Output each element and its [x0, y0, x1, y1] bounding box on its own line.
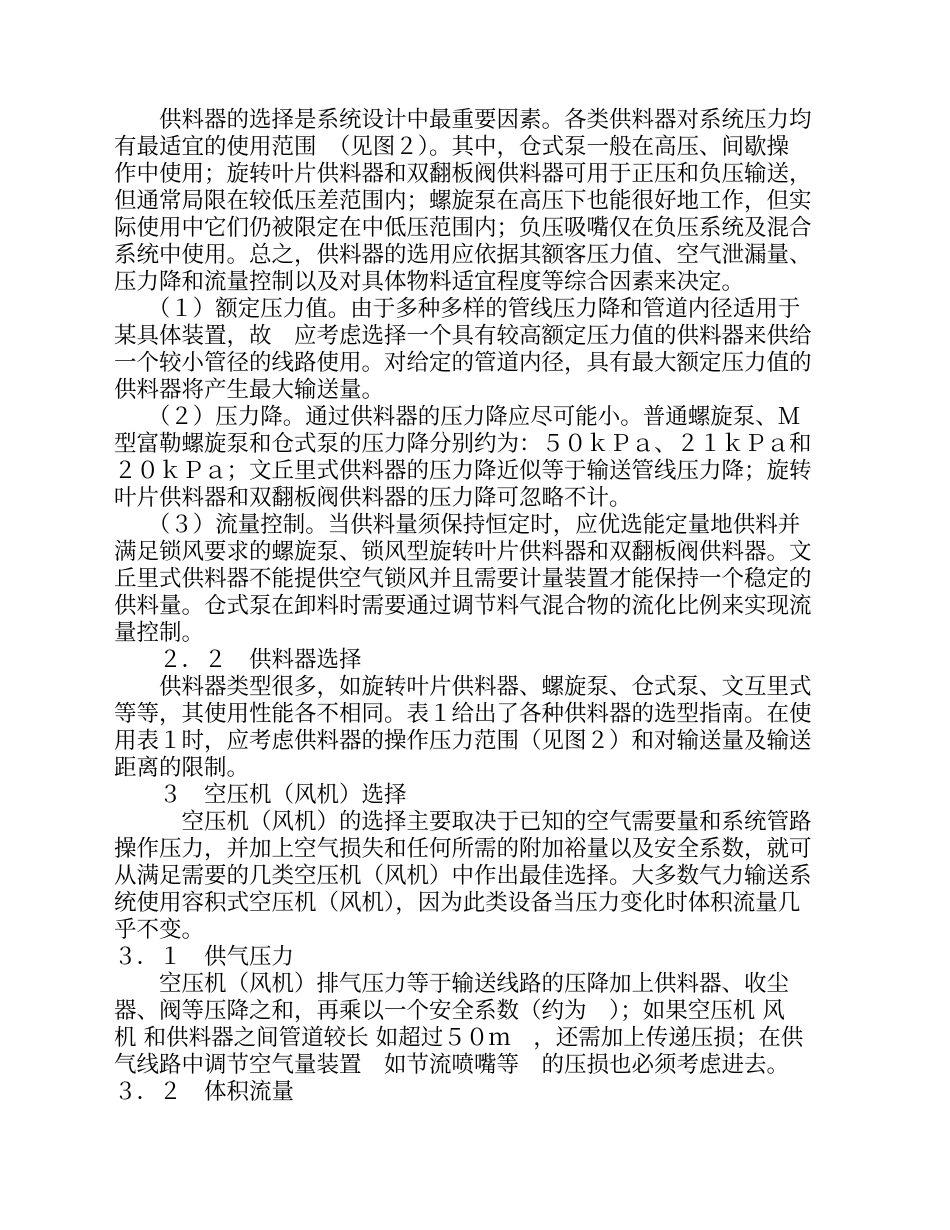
text-line: 乎不变。 — [114, 917, 205, 943]
text-line: 有最适宜的使用范围 （见图２）。其中，仓式泵一般在高压、间歇操 — [114, 134, 790, 160]
text-line: 从满足需要的几类空压机（风机）中作出最佳选择。大多数气力输送系 — [114, 863, 812, 889]
text-line: 器、阀等压降之和，再乘以一个安全系数（约为 ）；如果空压机 风 — [114, 998, 785, 1024]
text-line: 型富勒螺旋泵和仓式泵的压力降分别约为：５０ｋＰａ、２１ｋＰａ和 — [114, 431, 812, 457]
section-heading: ３．２ 体积流量 — [114, 1079, 295, 1105]
text-line: 一个较小管径的线路使用。对给定的管道内径，具有最大额定压力值的 — [114, 350, 812, 376]
section-heading: ３ 空压机（风机）选择 — [114, 782, 407, 808]
text-line: 空压机（风机）的选择主要取决于已知的空气需要量和系统管路 — [114, 809, 812, 835]
text-line: 机 和供料器之间管道较长 如超过５０ｍ ，还需加上传递压损；在供 — [114, 1025, 804, 1051]
text-line: 供料器的选择是系统设计中最重要因素。各类供料器对系统压力均 — [114, 107, 812, 133]
text-line: 用表１时，应考虑供料器的操作压力范围（见图２）和对输送量及输送 — [114, 728, 812, 754]
text-line: 供料量。仓式泵在卸料时需要通过调节料气混合物的流化比例来实现流 — [114, 593, 812, 619]
text-line: 距离的限制。 — [114, 755, 250, 781]
text-line: 叶片供料器和双翻板阀供料器的压力降可忽略不计。 — [114, 485, 632, 511]
text-line: 某具体装置，故 应考虑选择一个具有较高额定压力值的供料器来供给 — [114, 323, 812, 349]
text-line: 作中使用；旋转叶片供料器和双翻板阀供料器可用于正压和负压输送， — [114, 161, 812, 187]
section-heading: ３．１ 供气压力 — [114, 944, 295, 970]
text-line: ２０ｋＰａ；文丘里式供料器的压力降近似等于输送管线压力降；旋转 — [114, 458, 812, 484]
text-line: 满足锁风要求的螺旋泵、锁风型旋转叶片供料器和双翻板阀供料器。文 — [114, 539, 812, 565]
text-line: 等等，其使用性能各不相同。表１给出了各种供料器的选型指南。在使 — [114, 701, 812, 727]
text-line: 空压机（风机）排气压力等于输送线路的压降加上供料器、收尘 — [114, 971, 790, 997]
text-line: 供料器类型很多，如旋转叶片供料器、螺旋泵、仓式泵、文互里式 — [114, 674, 812, 700]
text-line: 供料器将产生最大输送量。 — [114, 377, 385, 403]
text-line: 际使用中它们仍被限定在中低压范围内；负压吸嘴仅在负压系统及混合 — [114, 215, 812, 241]
text-line: 统使用容积式空压机（风机），因为此类设备当压力变化时体积流量几 — [114, 890, 801, 916]
text-line: 但通常局限在较低压差范围内；螺旋泵在高压下也能很好地工作，但实 — [114, 188, 812, 214]
text-line: 量控制。 — [114, 620, 205, 646]
text-line: 压力降和流量控制以及对具体物料适宜程度等综合因素来决定。 — [114, 269, 745, 295]
text-line: 丘里式供料器不能提供空气锁风并且需要计量装置才能保持一个稳定的 — [114, 566, 812, 592]
section-heading: ２．２ 供料器选择 — [114, 647, 362, 673]
text-line: 系统中使用。总之，供料器的选用应依据其额客压力值、空气泄漏量、 — [114, 242, 812, 268]
text-line: （３）流量控制。当供料量须保持恒定时，应优选能定量地供料并 — [114, 512, 801, 538]
text-line: 操作压力，并加上空气损失和任何所需的附加裕量以及安全系数，就可 — [114, 836, 812, 862]
text-line: 气线路中调节空气量装置 如节流喷嘴等 的压损也必须考虑进去。 — [114, 1052, 790, 1078]
text-line: （２）压力降。通过供料器的压力降应尽可能小。普通螺旋泵、Ｍ — [114, 404, 801, 430]
text-line: （１）额定压力值。由于多种多样的管线压力降和管道内径适用于 — [114, 296, 801, 322]
